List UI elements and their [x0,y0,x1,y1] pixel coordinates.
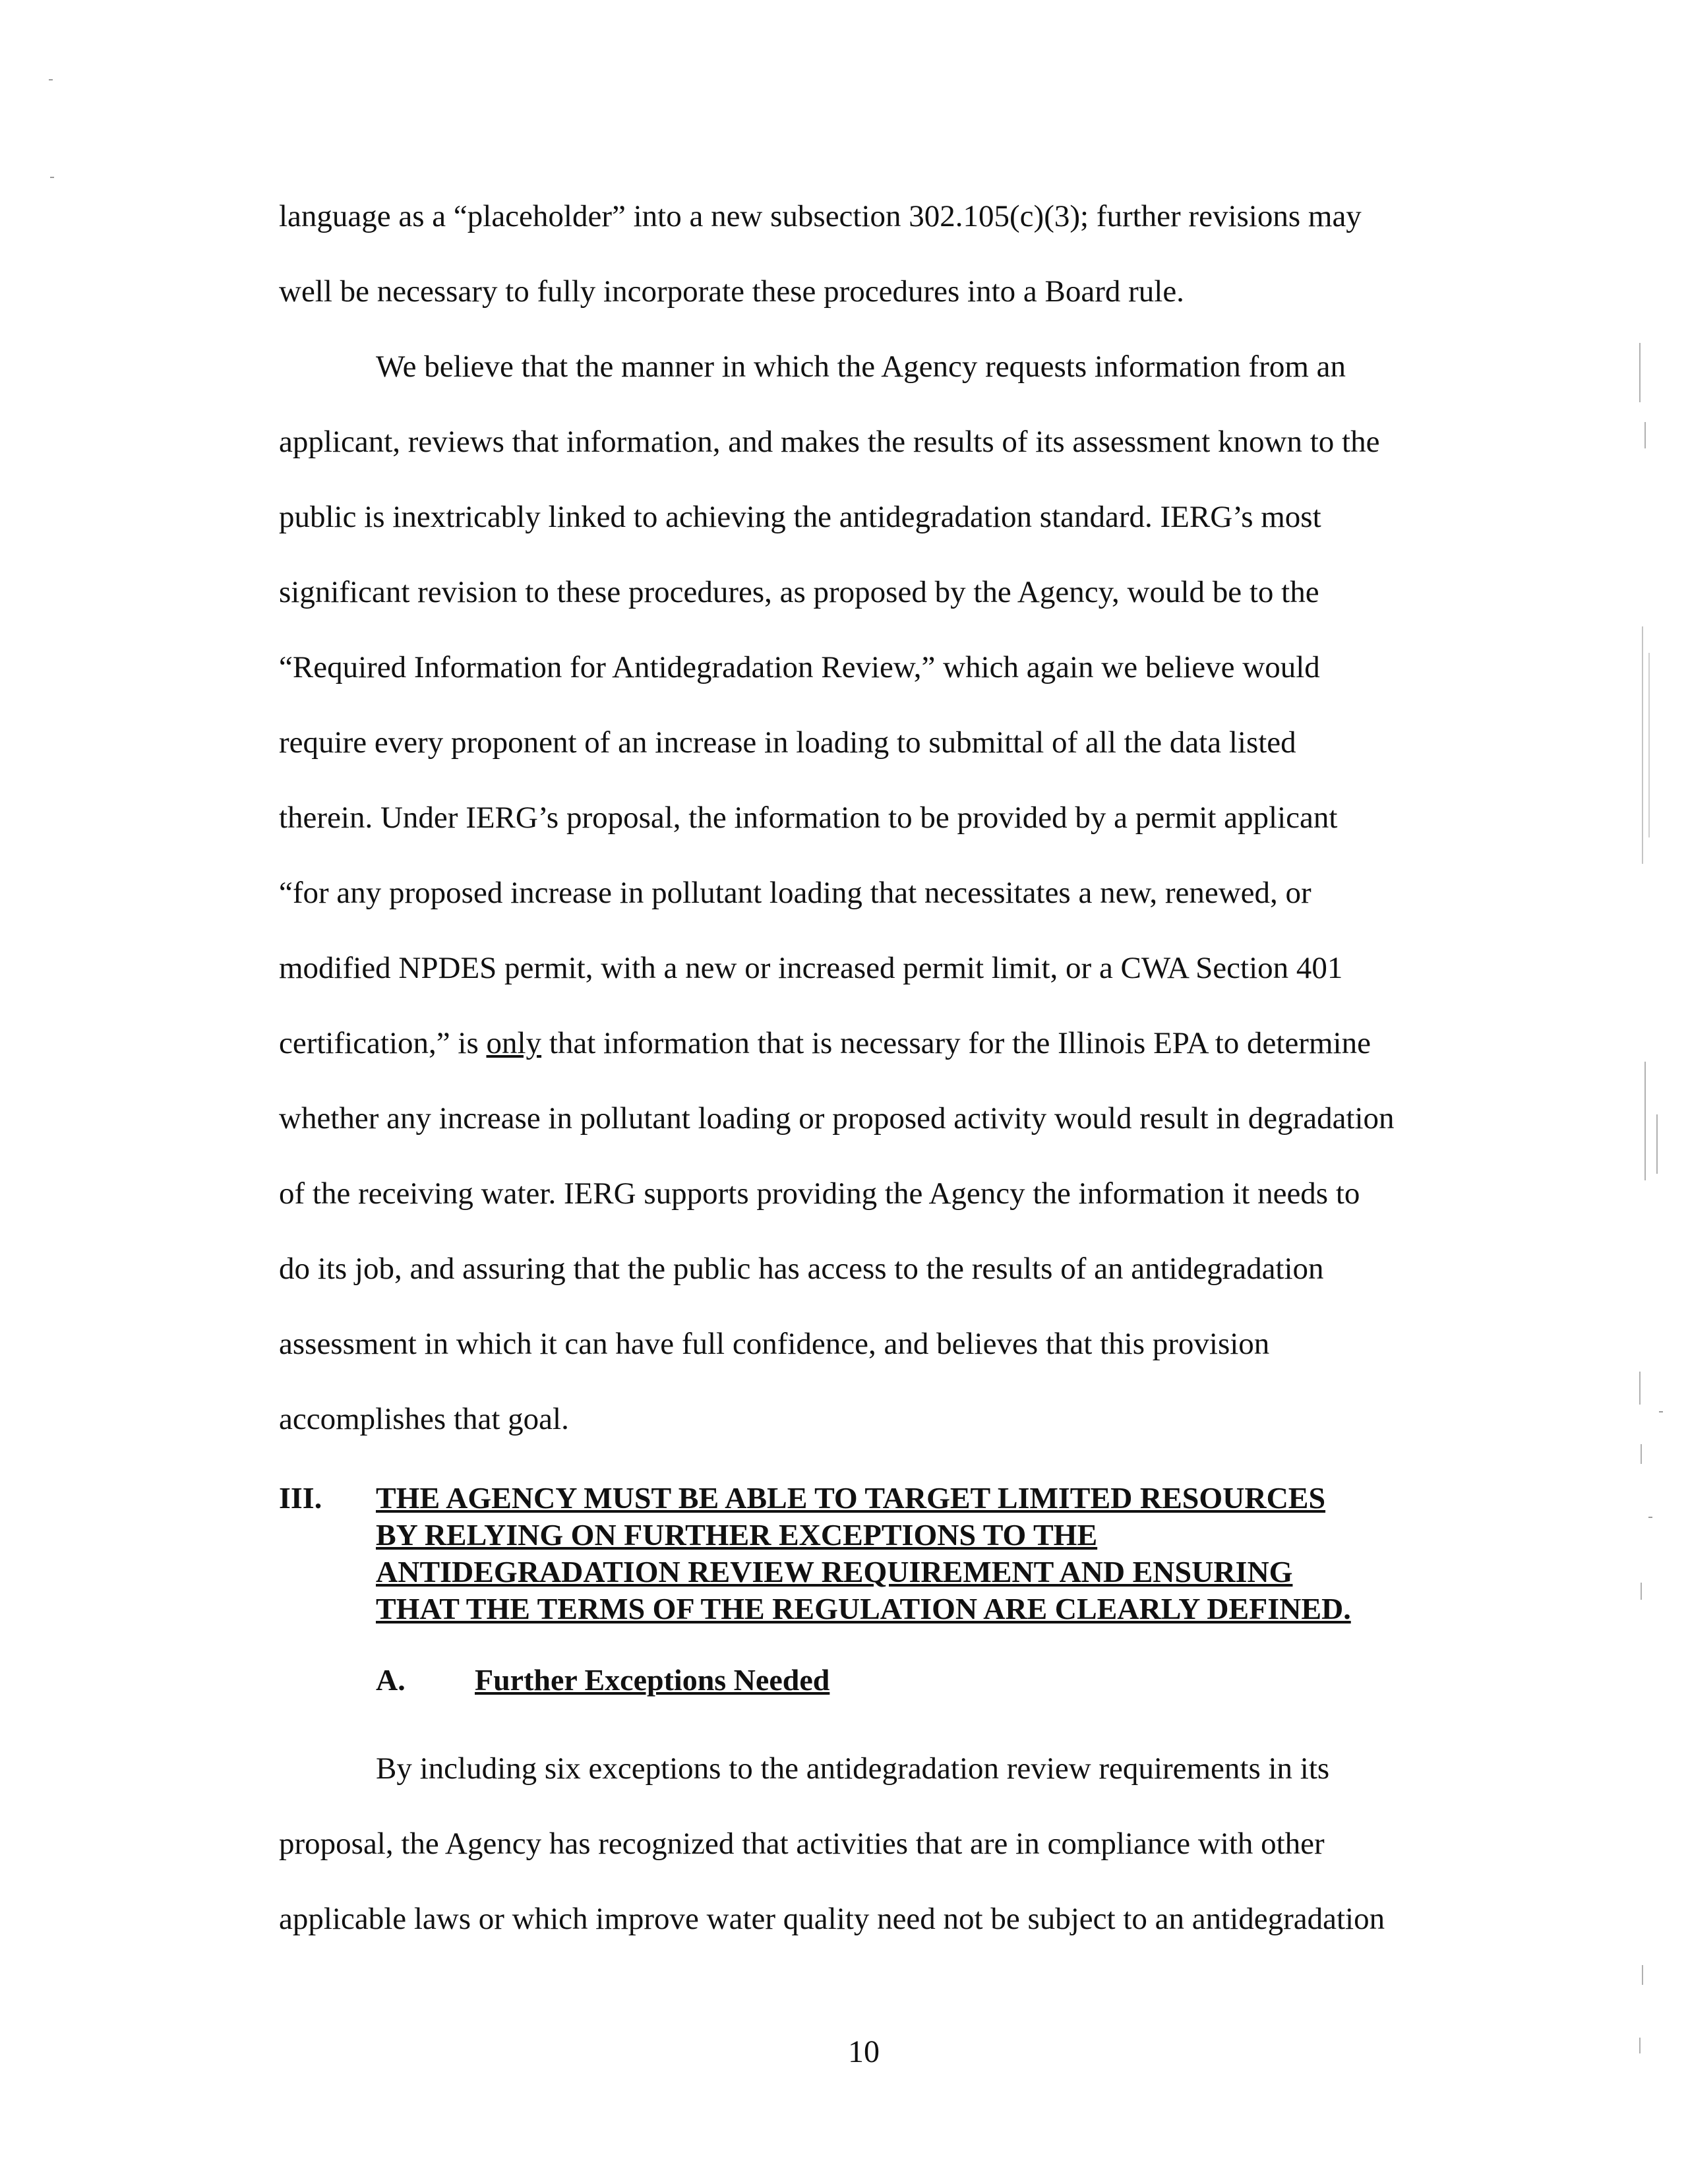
paragraph-line: We believe that the manner in which the Agency requests information from an [376,349,1346,384]
scan-mark [49,79,53,80]
subsection-title: Further Exceptions Needed [475,1663,830,1697]
scan-mark [1641,1583,1642,1600]
text-fragment: certification,” is [279,1026,487,1060]
paragraph-line: whether any increase in pollutant loading or proposed activity would result in degradation [279,1101,1395,1136]
paragraph-line: of the receiving water. IERG supports providing the Agency the information it needs to [279,1176,1360,1211]
emphasized-word: only [486,1026,542,1060]
scan-mark [1641,1444,1642,1464]
scan-mark [1648,1517,1652,1518]
scan-mark [1659,1411,1663,1412]
paragraph-line: well be necessary to fully incorporate these procedures into a Board rule. [279,274,1184,309]
section-heading-line: BY RELYING ON FURTHER EXCEPTIONS TO THE [376,1518,1098,1552]
paragraph-line: do its job, and assuring that the public has access to the results of an antidegradation [279,1252,1324,1286]
scan-mark [1639,1372,1641,1405]
paragraph-line: “for any proposed increase in pollutant loading that necessitates a new, renewed, or [279,876,1311,910]
paragraph-line: modified NPDES permit, with a new or increased permit limit, or a CWA Section 401 [279,951,1343,985]
paragraph-line: proposal, the Agency has recognized that activities that are in compliance with other [279,1827,1325,1861]
paragraph-line: applicant, reviews that information, and makes the results of its assessment known to the [279,425,1380,459]
paragraph-line: accomplishes that goal. [279,1402,569,1436]
section-heading-line: THAT THE TERMS OF THE REGULATION ARE CLEARLY DEFINED. [376,1592,1351,1625]
paragraph-line: language as a “placeholder” into a new subsection 302.105(c)(3); further revisions may [279,199,1362,233]
paragraph-line: applicable laws or which improve water quality need not be subject to an antidegradation [279,1902,1385,1936]
section-heading [376,1480,1351,1627]
scan-mark [1644,422,1646,448]
paragraph-line: significant revision to these procedures, as proposed by the Agency, would be to the [279,575,1319,609]
paragraph-line: therein. Under IERG’s proposal, the information to be provided by a permit applicant [279,801,1338,835]
paragraph-line [279,1023,1371,1063]
scan-mark [1644,1062,1646,1180]
scan-mark [1639,2038,1641,2053]
scan-mark [1642,1965,1643,1985]
text-fragment: that information that is necessary for the Illinois EPA to determine [541,1026,1371,1060]
scan-mark [1642,626,1643,864]
page-number: 10 [848,2034,880,2069]
paragraph-line: assessment in which it can have full confidence, and believes that this provision [279,1327,1270,1361]
section-heading-line: ANTIDEGRADATION REVIEW REQUIREMENT AND ENSURING [376,1555,1293,1589]
section-heading-line: THE AGENCY MUST BE ABLE TO TARGET LIMITED RESOURCES [376,1481,1326,1515]
paragraph-line: “Required Information for Antidegradation Review,” which again we believe would [279,650,1320,684]
paragraph-line: By including six exceptions to the antidegradation review requirements in its [376,1751,1330,1786]
scan-mark [1656,1114,1658,1174]
section-number: III. [279,1481,322,1515]
paragraph-line: public is inextricably linked to achieving the antidegradation standard. IERG’s most [279,500,1321,534]
paragraph-line: require every proponent of an increase in loading to submittal of all the data listed [279,725,1296,760]
scan-mark [50,177,54,178]
scan-mark [1648,653,1650,837]
subsection-letter: A. [376,1663,406,1697]
scan-mark [1639,343,1641,402]
